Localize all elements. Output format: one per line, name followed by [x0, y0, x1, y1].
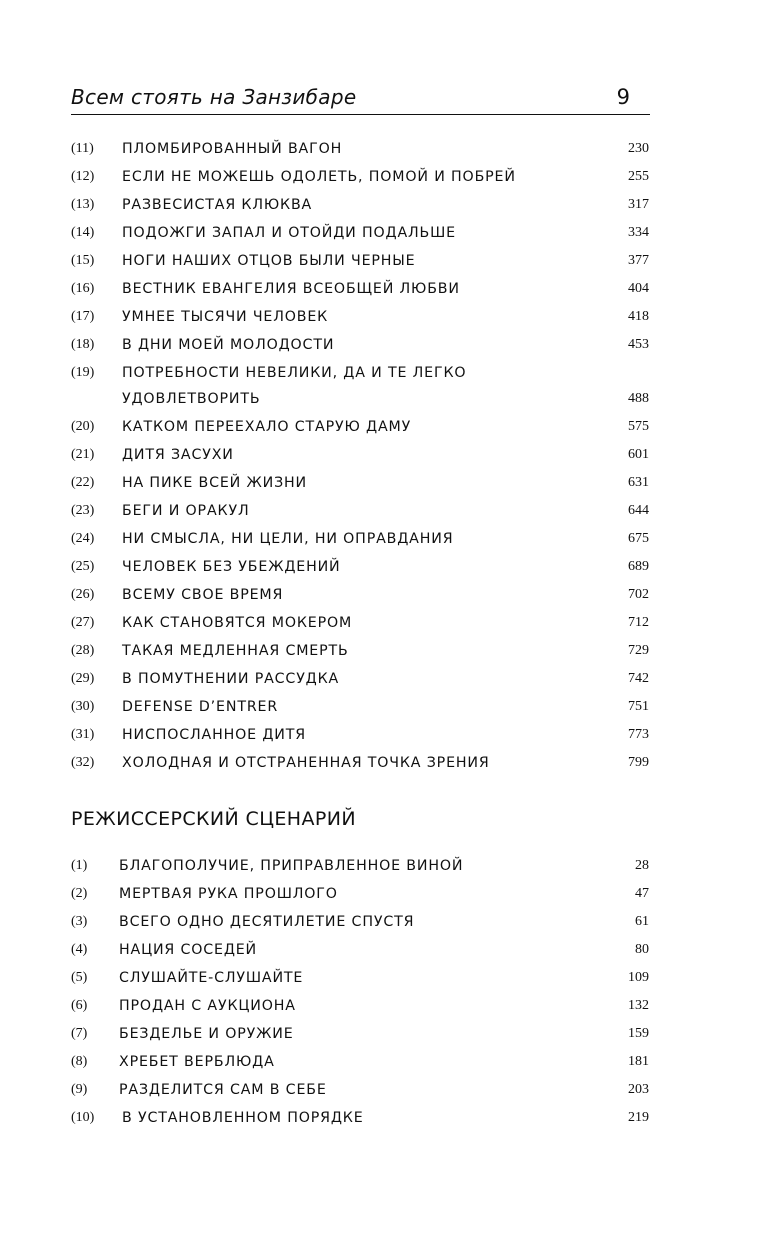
toc-entry-title: БЕЗДЕЛЬЕ И ОРУЖИЕ — [119, 1026, 294, 1042]
toc-entry-number: (21) — [71, 447, 95, 462]
toc-entry-title: ТАКАЯ МЕДЛЕННАЯ СМЕРТЬ — [122, 643, 349, 659]
toc-entry-number: (24) — [71, 531, 95, 546]
toc-entry-title: В ДНИ МОЕЙ МОЛОДОСТИ — [122, 337, 335, 353]
toc-entry-title: НАЦИЯ СОСЕДЕЙ — [119, 942, 258, 958]
toc-entry-title: В УСТАНОВЛЕННОМ ПОРЯДКЕ — [122, 1110, 364, 1126]
toc-entry-number: (2) — [71, 886, 88, 901]
toc-entry-title: DEFENSE D’ENTRER — [122, 699, 279, 715]
toc-entry-page: 80 — [635, 942, 649, 957]
toc-entry-page: 418 — [628, 309, 649, 324]
toc-entry-page: 181 — [628, 1054, 649, 1069]
toc-entry — [71, 697, 649, 725]
toc-entry-number: (15) — [71, 253, 95, 268]
toc-entry-number: (23) — [71, 503, 95, 518]
toc-entry-number: (29) — [71, 671, 95, 686]
page-number: 9 — [616, 85, 630, 109]
toc-entry-page: 644 — [628, 503, 649, 518]
toc-entry-number: (25) — [71, 559, 95, 574]
toc-entry-number: (32) — [71, 755, 95, 770]
toc-entry-title: РАЗВЕСИСТАЯ КЛЮКВА — [122, 197, 313, 213]
toc-entry-title: НА ПИКЕ ВСЕЙ ЖИЗНИ — [122, 475, 308, 491]
toc-entry-page: 751 — [628, 699, 649, 714]
toc-entry-number: (19) — [71, 365, 95, 380]
toc-entry-number: (26) — [71, 587, 95, 602]
toc-entry-title: ПОДОЖГИ ЗАПАЛ И ОТОЙДИ ПОДАЛЬШЕ — [122, 225, 456, 241]
toc-entry-title: ПРОДАН С АУКЦИОНА — [119, 998, 296, 1014]
running-title: Всем стоять на Занзибаре — [71, 85, 357, 109]
toc-entry — [71, 1080, 649, 1108]
toc-entry-title: В ПОМУТНЕНИИ РАССУДКА — [122, 671, 340, 687]
toc-entry-page: 61 — [635, 914, 649, 929]
toc-entry-number: (13) — [71, 197, 95, 212]
toc-entry-page: 742 — [628, 671, 649, 686]
toc-entry-title: ЕСЛИ НЕ МОЖЕШЬ ОДОЛЕТЬ, ПОМОЙ И ПОБРЕЙ — [122, 169, 516, 185]
toc-entry — [71, 363, 649, 417]
toc-entry-page: 729 — [628, 643, 649, 658]
toc-entry-title: ДИТЯ ЗАСУХИ — [122, 447, 234, 463]
toc-entry-title: ПЛОМБИРОВАННЫЙ ВАГОН — [122, 141, 343, 157]
toc-entry-title — [122, 360, 466, 412]
toc-entry — [71, 223, 649, 251]
toc-entry-title-line-1: ПОТРЕБНОСТИ НЕВЕЛИКИ, ДА И ТЕ ЛЕГКО — [122, 365, 467, 381]
table-of-contents-part-2 — [71, 856, 649, 1136]
toc-entry-page: 601 — [628, 447, 649, 462]
toc-entry-title: СЛУШАЙТЕ-СЛУШАЙТЕ — [119, 970, 304, 986]
toc-entry — [71, 912, 649, 940]
toc-entry-page: 377 — [628, 253, 649, 268]
toc-entry — [71, 940, 649, 968]
toc-entry-page: 675 — [628, 531, 649, 546]
toc-entry — [71, 884, 649, 912]
toc-entry — [71, 968, 649, 996]
running-head — [71, 84, 650, 115]
toc-entry — [71, 195, 649, 223]
table-of-contents-part-1 — [71, 139, 649, 781]
toc-entry-title: ВЕСТНИК ЕВАНГЕЛИЯ ВСЕОБЩЕЙ ЛЮБВИ — [122, 281, 460, 297]
toc-entry — [71, 557, 649, 585]
toc-entry-number: (20) — [71, 419, 95, 434]
toc-entry — [71, 307, 649, 335]
toc-entry-number: (4) — [71, 942, 88, 957]
toc-entry-title: ВСЕМУ СВОЕ ВРЕМЯ — [122, 587, 284, 603]
toc-entry-title: КАТКОМ ПЕРЕЕХАЛО СТАРУЮ ДАМУ — [122, 419, 412, 435]
toc-entry-title: БЕГИ И ОРАКУЛ — [122, 503, 250, 519]
toc-entry-page: 47 — [635, 886, 649, 901]
toc-entry-page: 317 — [628, 197, 649, 212]
toc-entry-number: (1) — [71, 858, 88, 873]
toc-entry-title: НИ СМЫСЛА, НИ ЦЕЛИ, НИ ОПРАВДАНИЯ — [122, 531, 454, 547]
toc-entry-title: НИСПОСЛАННОЕ ДИТЯ — [122, 727, 306, 743]
toc-entry-title: БЛАГОПОЛУЧИЕ, ПРИПРАВЛЕННОЕ ВИНОЙ — [119, 858, 464, 874]
toc-entry-title: ЧЕЛОВЕК БЕЗ УБЕЖДЕНИЙ — [122, 559, 341, 575]
section-heading: РЕЖИССЕРСКИЙ СЦЕНАРИЙ — [71, 808, 356, 830]
toc-entry-page: 453 — [628, 337, 649, 352]
toc-entry-number: (11) — [71, 141, 94, 156]
toc-entry — [71, 585, 649, 613]
toc-entry-number: (16) — [71, 281, 95, 296]
toc-entry-page: 488 — [628, 391, 649, 406]
toc-entry — [71, 753, 649, 781]
toc-entry-page: 159 — [628, 1026, 649, 1041]
toc-entry-page: 631 — [628, 475, 649, 490]
toc-entry-page: 689 — [628, 559, 649, 574]
toc-entry-title: ХОЛОДНАЯ И ОТСТРАНЕННАЯ ТОЧКА ЗРЕНИЯ — [122, 755, 490, 771]
toc-entry-page: 255 — [628, 169, 649, 184]
toc-entry-number: (8) — [71, 1054, 88, 1069]
toc-entry-page: 334 — [628, 225, 649, 240]
toc-entry — [71, 279, 649, 307]
toc-entry — [71, 1052, 649, 1080]
toc-entry-page: 28 — [635, 858, 649, 873]
toc-entry — [71, 856, 649, 884]
toc-entry — [71, 1108, 649, 1136]
toc-entry-number: (14) — [71, 225, 95, 240]
toc-entry-page: 702 — [628, 587, 649, 602]
toc-entry — [71, 251, 649, 279]
toc-entry-number: (6) — [71, 998, 88, 1013]
toc-entry-page: 404 — [628, 281, 649, 296]
toc-entry-number: (17) — [71, 309, 95, 324]
toc-entry-number: (18) — [71, 337, 95, 352]
toc-entry-page: 712 — [628, 615, 649, 630]
toc-entry-number: (28) — [71, 643, 95, 658]
toc-entry-number: (10) — [71, 1110, 95, 1125]
toc-entry-title: НОГИ НАШИХ ОТЦОВ БЫЛИ ЧЕРНЫЕ — [122, 253, 416, 269]
toc-entry-title: ВСЕГО ОДНО ДЕСЯТИЛЕТИЕ СПУСТЯ — [119, 914, 415, 930]
toc-entry — [71, 529, 649, 557]
toc-entry-number: (7) — [71, 1026, 88, 1041]
toc-entry-number: (27) — [71, 615, 95, 630]
toc-entry-page: 203 — [628, 1082, 649, 1097]
toc-entry-number: (30) — [71, 699, 95, 714]
toc-entry — [71, 445, 649, 473]
toc-entry-page: 132 — [628, 998, 649, 1013]
toc-entry — [71, 996, 649, 1024]
toc-entry-page: 219 — [628, 1110, 649, 1125]
toc-entry-title: КАК СТАНОВЯТСЯ МОКЕРОМ — [122, 615, 353, 631]
toc-entry-page: 799 — [628, 755, 649, 770]
toc-entry — [71, 139, 649, 167]
toc-entry-page: 773 — [628, 727, 649, 742]
toc-entry — [71, 669, 649, 697]
toc-entry — [71, 501, 649, 529]
toc-entry — [71, 473, 649, 501]
toc-entry-title-line-2: УДОВЛЕТВОРИТЬ — [122, 391, 261, 407]
toc-entry-number: (5) — [71, 970, 88, 985]
toc-entry-page: 575 — [628, 419, 649, 434]
toc-entry-number: (22) — [71, 475, 95, 490]
toc-entry-number: (31) — [71, 727, 95, 742]
toc-entry-title: ХРЕБЕТ ВЕРБЛЮДА — [119, 1054, 275, 1070]
toc-entry-page: 109 — [628, 970, 649, 985]
toc-entry — [71, 1024, 649, 1052]
toc-entry-page: 230 — [628, 141, 649, 156]
toc-entry-title: УМНЕЕ ТЫСЯЧИ ЧЕЛОВЕК — [122, 309, 329, 325]
toc-entry-title: РАЗДЕЛИТСЯ САМ В СЕБЕ — [119, 1082, 327, 1098]
toc-entry — [71, 613, 649, 641]
toc-entry — [71, 335, 649, 363]
toc-entry — [71, 417, 649, 445]
toc-entry — [71, 641, 649, 669]
toc-entry — [71, 725, 649, 753]
toc-entry — [71, 167, 649, 195]
toc-entry-number: (9) — [71, 1082, 88, 1097]
toc-entry-number: (12) — [71, 169, 95, 184]
toc-entry-title: МЕРТВАЯ РУКА ПРОШЛОГО — [119, 886, 338, 902]
toc-entry-number: (3) — [71, 914, 88, 929]
